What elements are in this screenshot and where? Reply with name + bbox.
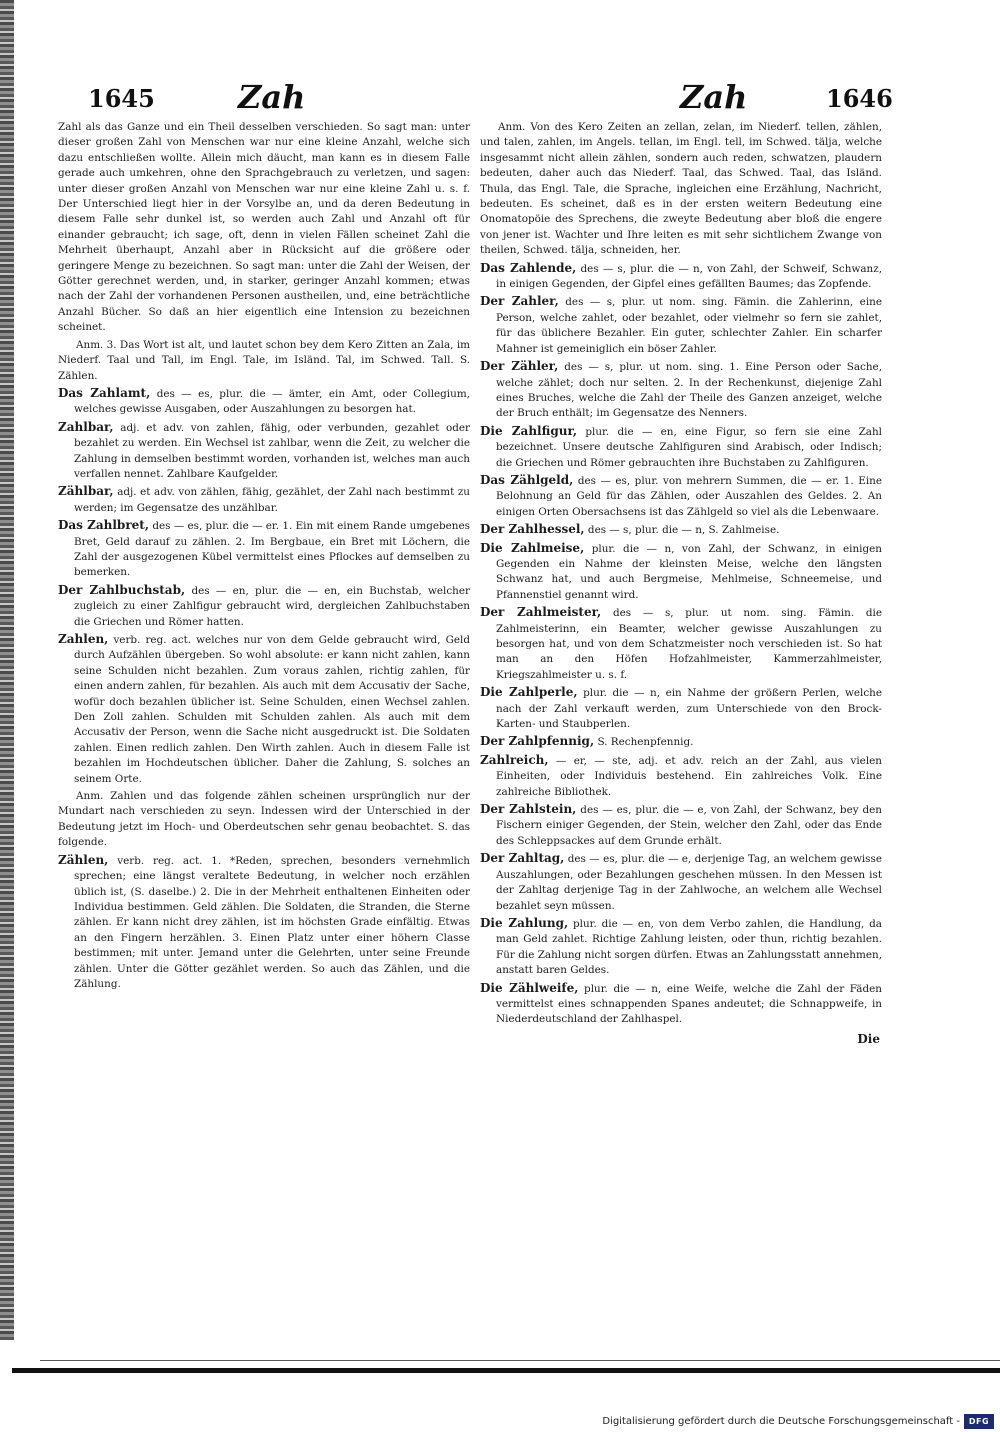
dictionary-entry — [480, 359, 882, 422]
entry-definition: adj. et adv. von zählen, fähig, gezählet, der Zahl nach bestimmt zu werden; im Gegensatze des unzählbar. — [74, 486, 470, 514]
entry-headword: Der Zähler, — [480, 359, 559, 374]
entry-headword: Zählbar, — [58, 484, 114, 499]
running-head-right: Zah — [680, 78, 748, 116]
entry-headword: Der Zahlstein, — [480, 802, 577, 817]
entry-headword: Die Zahlung, — [480, 915, 569, 930]
dictionary-entry — [480, 473, 882, 520]
entry-headword: Zahlreich, — [480, 752, 549, 767]
entry-headword: Der Zahler, — [480, 294, 559, 309]
dictionary-entry — [480, 541, 882, 604]
entry-definition: des — s, plur. die — n, S. Zahlmeise. — [587, 524, 780, 537]
book-spine-edge — [0, 0, 14, 1340]
entry-definition: S. Rechenpfennig. — [597, 736, 694, 749]
entry-definition: des — s, plur. die — n, von Zahl, der Schweif, Schwanz, in einigen Gegenden, der Gipfel eines gefällten Baumes; das Zopfende. — [496, 262, 883, 291]
annotation-paragraph: Anm. Zahlen und das folgende zählen scheinen ursprünglich nur der Mundart nach verschieden zu seyn. Indessen wird der Unterschied in der Bedeutung jetzt im Hoch- und Oberdeutschen sehr genau beobachtet. S. das folgende. — [58, 790, 470, 849]
entry-definition: des — es, plur. die — ämter, ein Amt, oder Collegium, welches gewisse Ausgaben, oder Auszahlungen zu besorgen hat. — [74, 387, 470, 416]
bottom-rule — [12, 1368, 1000, 1373]
entry-headword: Die Zahlperle, — [480, 685, 578, 700]
entry-definition: — er, — ste, adj. et adv. reich an der Zahl, aus vielen Einheiten, oder Individuis bestehend. Ein zahlreiches Volk. Eine zahlreiche Bibliothek. — [496, 754, 882, 798]
entry-definition: plur. die — n, von Zahl, der Schwanz, in einigen Gegenden ein Nahme der kleinsten Meise, welche den längsten Schwanz hat, und auch Bergmeise, Mehlmeise, Schneemeise, und Pfannenstiel genannt wird. — [496, 542, 882, 601]
dictionary-entry — [480, 981, 882, 1028]
dictionary-entry — [480, 685, 882, 732]
entry-definition: plur. die — en, eine Figur, so fern sie eine Zahl bezeichnet. Unsere deutsche Zahlfiguren sind Arabisch, oder Indisch; die Griechen und Römer gebrauchten ihre Buchstaben zu Zahlfiguren. — [496, 425, 883, 469]
body-paragraph: Zahl als das Ganze und ein Theil desselben verschieden. So sagt man: unter dieser großen Zahl von Menschen war nur eine kleine Anzahl, welche sich dazu entschließen wollte. Allein mich däucht, man kann es in diesem Falle gerade auch umkehren, ohne den Sprachgebrauch zu verletzen, und sagen: unter dieser großen Anzahl von Menschen war nur eine kleine Zahl u. s. f. Der Unterschied liegt hier in der Vorsylbe an, und da deren Bedeutung in diesem Falle sehr dunkel ist, so werden auch Zahl und Anzahl oft für einander gebraucht; ich sage, oft, denn in vielen Fällen scheinet Zahl die Mehrheit überhaupt, Anzahl aber in Rücksicht auf die größere oder geringere Menge zu bezeichnen. So sagt man: unter die Zahl der Weisen, der Götter gerechnet werden, und, in starker, geringer Anzahl kommen; etwas nach der Zahl der vorhandenen Personen austheilen, und, eine beträchtliche Anzahl Bücher. So daß an hier eigentlich eine Intension zu bezeichnen scheinet. — [58, 121, 470, 334]
entry-headword: Der Zahlpfennig, — [480, 734, 595, 749]
entry-headword: Die Zählweife, — [480, 980, 579, 995]
entry-definition: plur. die — n, ein Nahme der größern Perlen, welche nach der Zahl verkauft werden, zum Unterschiede von den Brock-Karten- und Staubperlen. — [496, 687, 882, 731]
dictionary-entry — [480, 734, 882, 750]
entry-definition: des — en, plur. die — en, ein Buchstab, welcher zugleich zu einer Zahlfigur gebraucht wird, dergleichen Zahlbuchstaben die Griechen und Römer hatten. — [74, 584, 470, 628]
left-column — [58, 120, 470, 994]
entry-definition: des — es, plur. die — e, von Zahl, der Schwanz, bey den Fischern einiger Gegenden, der Stein, welcher den Zahl, oder das Ende des Schleppsackes auf dem Grunde erhält. — [496, 804, 882, 847]
dictionary-entry — [58, 853, 470, 993]
dictionary-entry — [480, 424, 882, 471]
entry-definition: adj. et adv. von zahlen, fähig, oder verbunden, gezahlet oder bezahlet zu werden. Ein Wechsel ist zahlbar, wenn die Zeit, zu welcher die Zahlung in demselben bestimmt worden, vorhanden ist, welches man auch verfallen nennet. Zahlbare Kaufgelder. — [74, 421, 470, 480]
digitization-credit: Digitalisierung gefördert durch die Deutsche Forschungsgemeinschaft - — [602, 1416, 960, 1427]
dictionary-entry — [58, 518, 470, 581]
entry-headword: Der Zahlbuchstab, — [58, 582, 186, 597]
dictionary-entry — [58, 484, 470, 516]
entry-headword: Zahlbar, — [58, 419, 114, 434]
dictionary-entry — [58, 420, 470, 483]
entry-definition: des — s, plur. ut nom. sing. Fämin. die Zahlmeisterinn, ein Beamter, welcher gewisse Auszahlungen zu besorgen hat, und von dem Schatzmeister noch verschieden ist. So hat man an den Höfen Hofzahlmeister, Kammerzahlmeister, Kriegszahlmeister u. s. f. — [496, 607, 882, 681]
dictionary-entry — [58, 386, 470, 418]
dictionary-entry — [480, 261, 882, 293]
catchword: Die — [857, 1031, 880, 1046]
dictionary-entry — [480, 851, 882, 914]
annotation-paragraph: Anm. Von des Kero Zeiten an zellan, zelan, im Niederf. tellen, zählen, und talen, zahlen, im Angels. tellan, im Engl. tell, im Schwed. tälja, welche insgesammt nicht allein zählen, sondern auch reden, schwatzen, plaudern bedeuten, daher auch das Niederf. Taal, das Schwed. Taal, das Isländ. Thula, das Engl. Tale, die Sprache, ingleichen eine Erzählung, Nachricht, bedeuten. Es scheinet, daß es in der ersten weitern Bedeutung eine Onomatopöie des Sprechens, die zweyte Bedeutung aber bloß die engere von jener ist. Wachter und Ihre leiten es mit sehr sichtlichem Zwange von theilen, Schwed. tälja, schneiden, her. — [480, 121, 882, 257]
entry-definition: des — s, plur. ut nom. sing. 1. Eine Person oder Sache, welche zählet; doch nur selten. 2. In der Rechenkunst, diejenige Zahl eines Bruches, welche die Zahl der Theile des Ganzen anzeiget, welche der Bruch enthält; im Gegensatze des Nenners. — [496, 361, 882, 420]
entry-definition: des — es, plur. von mehrern Summen, die — er. 1. Eine Belohnung an Geld für das Zählen, oder Auszahlen des Geldes. 2. An einigen Orten Obersachsens ist das Zählgeld so viel als die Lebenwaare. — [496, 474, 882, 518]
dictionary-entry — [58, 632, 470, 787]
entry-headword: Das Zahlende, — [480, 260, 577, 275]
entry-definition: verb. reg. act. 1. *Reden, sprechen, besonders vernehmlich sprechen; eine längst veraltete Bedeutung, in welcher noch erzählen üblich ist, (S. daselbe.) 2. Die in der Mehrheit enthaltenen Einheiten oder Individua bestimmen. Geld zählen. Die Soldaten, die Stranden, die Sterne zählen. Er kann nicht drey zählen, ist im höchsten Grade einfältig. Etwas an den Fingern herzählen. 3. Einen Platz unter einer höhern Classe bestimmen; mit unter. Jemand unter die Gelehrten, unter seine Freunde zählen. Unter die Götter gezählet werden. So auch das Zählen, und die Zählung. — [74, 854, 470, 990]
annotation-paragraph: Anm. 3. Das Wort ist alt, und lautet schon bey dem Kero Zitten an Zala, im Niederf. Taal und Tall, im Engl. Tale, im Isländ. Tal, im Schwed. Tall. S. Zählen. — [58, 338, 470, 382]
entry-headword: Die Zahlmeise, — [480, 540, 585, 555]
entry-headword: Zählen, — [58, 852, 109, 867]
entry-definition: des — es, plur. die — er. 1. Ein mit einem Rande umgebenes Bret, Geld darauf zu zählen. 2. Im Bergbaue, ein Bret mit Löchern, die Zahl der ausgezogenen Kübel vermittelst eines Pflockes auf demselben zu bemerken. — [74, 520, 470, 579]
dictionary-entry — [58, 583, 470, 630]
entry-headword: Zahlen, — [58, 632, 109, 646]
entry-definition: des — es, plur. die — e, derjenige Tag, an welchem gewisse Auszahlungen, oder Bezahlungen geschehen müssen. In den Messen ist der Zahltag derjenige Tag in der Zahlwoche, an welchem alle Wechsel bezahlet seyn müssen. — [496, 853, 882, 912]
entry-headword: Das Zahlamt, — [58, 385, 151, 400]
bottom-rule-thin — [40, 1360, 1000, 1361]
entry-headword: Das Zählgeld, — [480, 472, 574, 487]
running-head-left: Zah — [238, 78, 306, 116]
dictionary-entry — [480, 802, 882, 849]
entry-headword: Der Zahlmeister, — [480, 605, 602, 620]
entry-headword: Die Zahlfigur, — [480, 423, 578, 438]
entry-definition: plur. die — en, von dem Verbo zahlen, die Handlung, da man Geld zahlet. Richtige Zahlung leisten, oder thun, richtig bezahlen. Für die Zahlung nicht sorgen dürfen. Etwas an Zahlungsstatt annehmen, anstatt baren Geldes. — [496, 917, 882, 977]
dictionary-entry — [480, 522, 882, 538]
page-number-left: 1645 — [88, 84, 155, 113]
right-column — [480, 120, 882, 1047]
dictionary-entry — [480, 294, 882, 357]
entry-definition: verb. reg. act. welches nur von dem Gelde gebraucht wird, Geld durch Aufzählen übergeben. So wohl absolute: er kann nicht zahlen, kann seine Schulden nicht bezahlen. Zum voraus zahlen, richtig zahlen, für einen andern zahlen, für bezahlen. Als auch mit dem Accusativ der Sache, wofür doch bezahlen üblicher ist. Seine Schulden, einen Wechsel zahlen. Den Zoll zahlen. Schulden mit Schulden zahlen. Als auch mit dem Accusativ der Person, wenn die Sache nicht ausgedruckt ist. Die Soldaten zahlen. Einen redlich zahlen. Den Wirth zahlen. Auch in diesem Falle ist bezahlen im Hochdeutschen üblicher. Daher die Zahlung, S. solches an seinem Orte. — [74, 634, 470, 785]
entry-definition: des — s, plur. ut nom. sing. Fämin. die Zahlerinn, eine Person, welche zahlet, oder bezahlet, oder vielmehr so fern sie zahlet, für das üblichere Bezahler. Ein guter, schlechter Zahler. Ein scharfer Mahner ist gemeiniglich ein böser Zahler. — [496, 296, 882, 355]
page-number-right: 1646 — [826, 84, 893, 113]
dictionary-entry — [480, 753, 882, 800]
dictionary-entry — [480, 916, 882, 979]
entry-headword: Das Zahlbret, — [58, 518, 150, 533]
entry-headword: Der Zahlhessel, — [480, 522, 585, 537]
entry-headword: Der Zahltag, — [480, 851, 565, 866]
entry-definition: plur. die — n, eine Weife, welche die Zahl der Fäden vermittelst eines schnappenden Spanes andeutet; die Schnappweife, in Niederdeutschland der Zahlhaspel. — [496, 982, 882, 1026]
dictionary-entry — [480, 605, 882, 683]
dfg-logo: DFG — [964, 1414, 994, 1429]
